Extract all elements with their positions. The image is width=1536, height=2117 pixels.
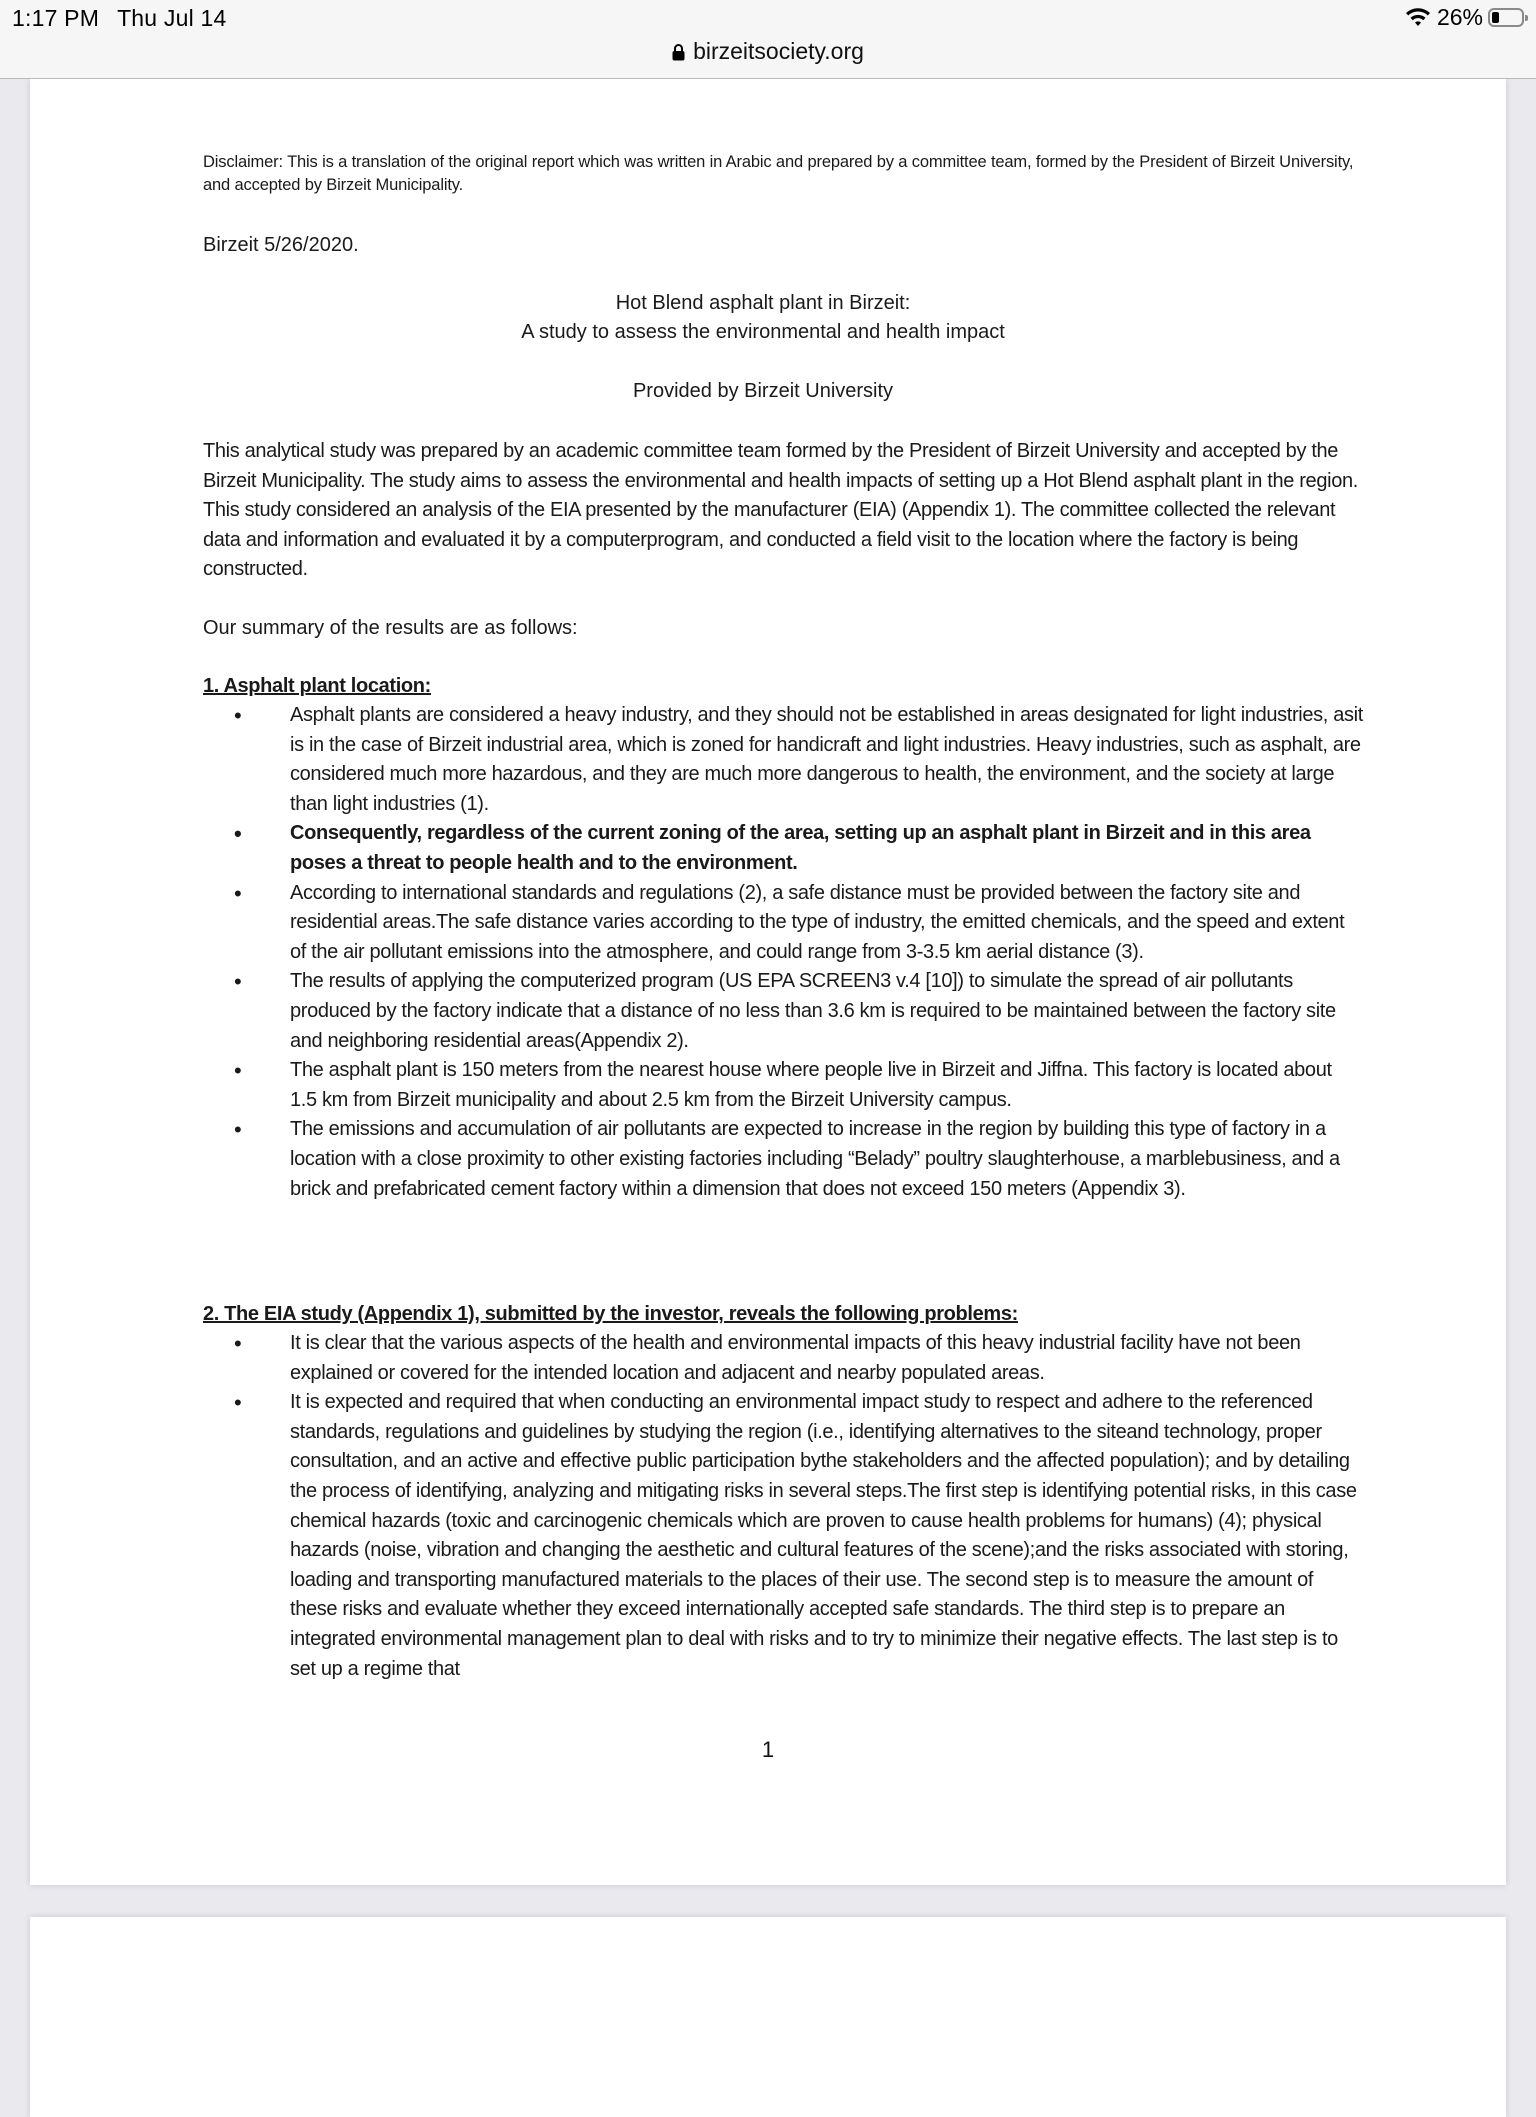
browser-top-bar [0,0,1536,79]
section-plant-location [203,672,1363,1204]
wifi-icon [1405,8,1431,28]
pdf-page-2 [30,1917,1506,2117]
status-bar-right [1405,4,1524,31]
section-heading: 2. The EIA study (Appendix 1), submitted by the investor, reveals the following problems: [203,1303,1018,1325]
summary-intro: Our summary of the results are as follows: [203,617,578,639]
provided-by: Provided by Birzeit University [632,380,894,402]
title-line-1: Hot Blend asphalt plant in Birzeit: [615,292,911,314]
status-bar-left [12,5,244,32]
pdf-page-1 [30,79,1506,1885]
list-item: • It is expected and required that when conducting an environmental impact study to respect and adhere to the referenced standards, regulations and guidelines by studying the region (i.e., identifying alternatives to the siteand technology, proper consultation, and an active and effective public participation bythe stakeholders and the affected population); and by detailing the process of identifying, analyzing and mitigating risks in several steps.The first step is identifying potential risks, in this case chemical hazards (toxic and carcinogenic chemicals which are proven to cause health problems for humans) (4); physical hazards (noise, vibration and changing the aesthetic and cultural features of the scene);and the risks associated with storing, loading and transporting manufactured materials to the places of their use. The second step is to measure the amount of these risks and evaluate whether they exceed internationally accepted safe standards. The third step is to prepare an integrated environmental management plan to deal with risks and to try to minimize their negative effects. The last step is to set up a regime that [290,1388,1363,1684]
list-item: • Asphalt plants are considered a heavy industry, and they should not be established in areas designated for light industries, asit is in the case of Birzeit industrial area, which is zoned for handicraft and light industries. Heavy industries, such as asphalt, are considered much more hazardous, and they are much more dangerous to health, the environment, and the society at large than light industries (1). [290,701,1363,819]
battery-percent: 26% [1436,4,1483,30]
battery-nub [1525,15,1528,21]
section-eia-problems [203,1300,1363,1684]
battery-icon [1488,8,1524,27]
battery-level [1492,12,1499,23]
list-item: • The results of applying the computerized program (US EPA SCREEN3 v.4 [10]) to simulate the spread of air pollutants produced by the factory indicate that a distance of no less than 3.6 km is required to be maintained between the factory site and neighboring residential areas(Appendix 2). [290,967,1363,1056]
document-title [203,289,1323,347]
section-heading: 1. Asphalt plant location: [203,675,431,697]
list-item: • It is clear that the various aspects of the health and environmental impacts of this heavy industrial facility have not been explained or covered for the intended location and adjacent and nearby populated areas. [290,1329,1363,1388]
dateline: Birzeit 5/26/2020. [203,234,359,256]
list-item: • The emissions and accumulation of air pollutants are expected to increase in the region by building this type of factory in a location with a close proximity to other existing factories including “Belady” poultry slaughterhouse, a marblebusiness, and a brick and prefabricated cement factory within a dimension that does not exceed 150 meters (Appendix 3). [290,1115,1363,1204]
address-bar[interactable] [0,38,1536,65]
list-item: • The asphalt plant is 150 meters from the nearest house where people live in Birzeit and Jiffna. This factory is located about 1.5 km from Birzeit municipality and about 2.5 km from the Birzeit University campus. [290,1056,1363,1115]
status-time: 1:17 PM [12,5,100,31]
list-item: • Consequently, regardless of the current zoning of the area, setting up an asphalt plant in Birzeit and in this area poses a threat to people health and to the environment. [290,819,1363,878]
page-number: 1 [761,1737,775,1762]
bullet-list [203,701,1363,1204]
bullet-list [203,1329,1363,1684]
status-date: Thu Jul 14 [117,5,227,31]
url-text[interactable]: birzeitsociety.org [693,38,864,64]
title-line-2: A study to assess the environmental and health impact [521,321,1005,343]
intro-paragraph: This analytical study was prepared by an academic committee team formed by the President of Birzeit University and accepted by the Birzeit Municipality. The study aims to assess the environmental and health impacts of setting up a Hot Blend asphalt plant in the region. This study considered an analysis of the EIA presented by the manufacturer (EIA) (Appendix 1). The committee collected the relevant data and information and evaluated it by a computerprogram, and conducted a field visit to the location where the factory is being constructed. [203,440,1358,580]
list-item: • According to international standards and regulations (2), a safe distance must be provided between the factory site and residential areas.The safe distance varies according to the type of industry, the emitted chemicals, and the speed and extent of the air pollutant emissions into the atmosphere, and could range from 3-3.5 km aerial distance (3). [290,879,1363,968]
disclaimer-text: Disclaimer: This is a translation of the original report which was written in Arabic and prepared by a committee team, formed by the President of Birzeit University, and accepted by Birzeit Municipality. [203,153,1354,194]
lock-icon [672,43,685,61]
